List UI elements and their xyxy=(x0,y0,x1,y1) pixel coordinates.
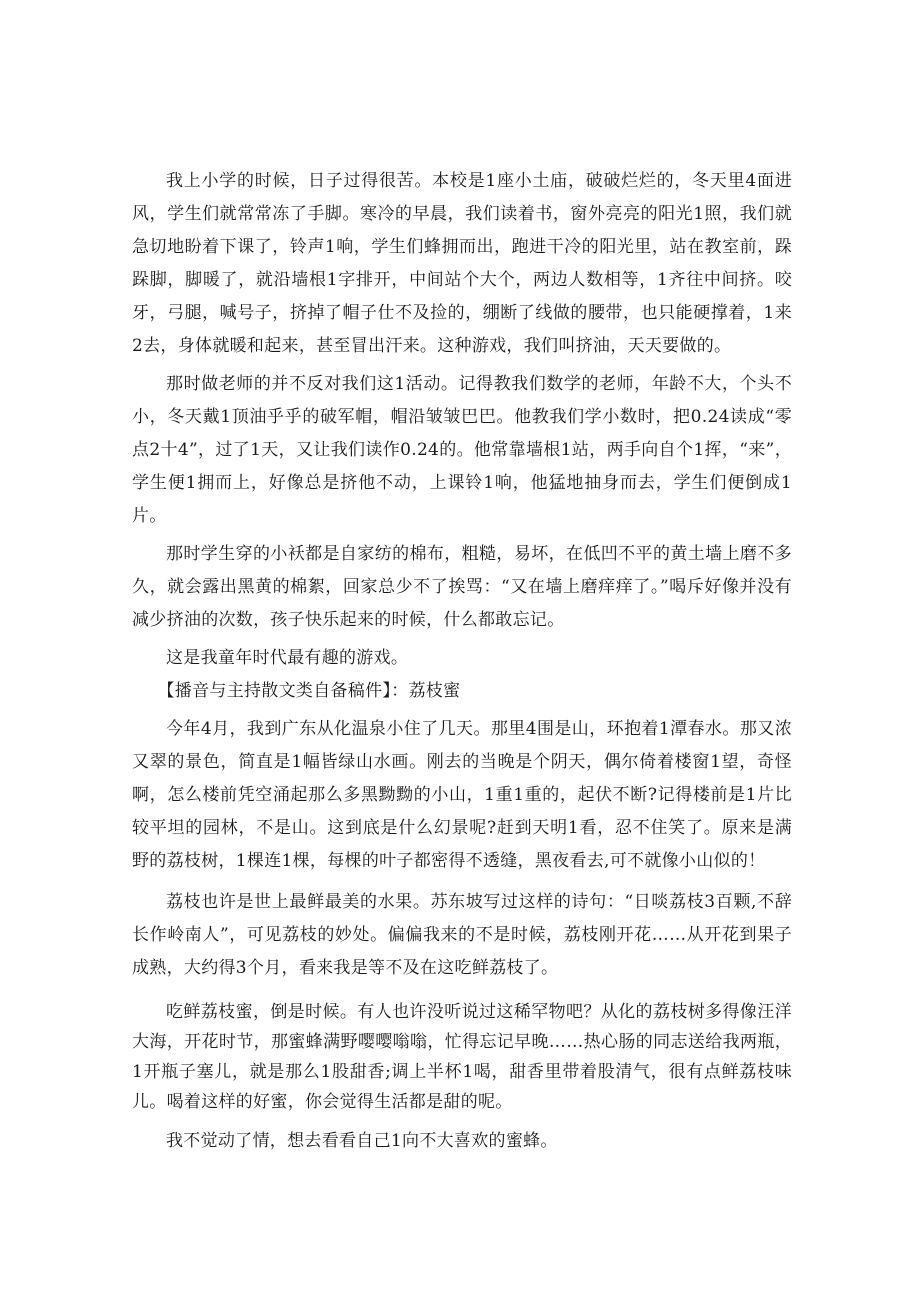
paragraph-bees: 我不觉动了情，想去看看自己1向不大喜欢的蜜蜂。 xyxy=(166,1131,558,1151)
paragraph-conghua-hot-spring: 今年4月，我到广东从化温泉小住了几天。那里4围是山，环抱着1潭春水。那又浓又翠的景色，简直是1幅皆绿山水画。刚去的当晚是个阴天，偶尔倚着楼窗1望，奇怪啊，怎么楼前凭空涌起那么多黑黝黝的小山，1重1重的，起伏不断?记得楼前是1片比较平坦的园林，不是山。这到底是什么幻景呢?赶到天明1看，忍不住笑了。原来是满野的荔枝树，1棵连1棵，每棵的叶子都密得不透缝，黑夜看去,可不就像小山似的！ xyxy=(132,719,792,871)
section-heading-litchi-honey: 【播音与主持散文类自备稿件】：荔枝蜜 xyxy=(157,681,461,701)
paragraph-math-teacher: 那时做老师的并不反对我们这1活动。记得教我们数学的老师，年龄不大，个头不小，冬天戴1顶油乎乎的破军帽，帽沿皱皱巴巴。他教我们学小数时，把0.24读成“零点2十4”，过了1天，又让我们读作0.24的。他常靠墙根1站，两手向自个1挥，“来”，学生便1拥而上，好像总是挤他不动，上课铃1响，他猛地抽身而去，学生们便倒成1片。 xyxy=(132,374,792,526)
paragraph-litchi-fruit: 荔枝也许是世上最鲜最美的水果。苏东坡写过这样的诗句：“日啖荔枝3百颗,不辞长作岭南人”，可见荔枝的妙处。偏偏我来的不是时候，荔枝刚开花……从开花到果子成熟，大约得3个月，看来我是等不及在这吃鲜荔枝了。 xyxy=(132,892,792,978)
document-page xyxy=(132,165,792,1158)
paragraph-squeeze-oil-game: 我上小学的时候，日子过得很苦。本校是1座小土庙，破破烂烂的，冬天里4面进风，学生们就常常冻了手脚。寒冷的早晨，我们读着书，窗外亮亮的阳光1照，我们就急切地盼着下课了，铃声1响，学生们蜂拥而出，跑进干冷的阳光里，站在教室前，跺跺脚，脚暖了，就沿墙根1字排开，中间站个大个，两边人数相等，1齐往中间挤。咬牙，弓腿，喊号子，挤掉了帽子仕不及捡的，绷断了线做的腰带，也只能硬撑着，1来2去，身体就暖和起来，甚至冒出汗来。这种游戏，我们叫挤油，天天要做的。 xyxy=(132,171,792,356)
paragraph-litchi-honey: 吃鲜荔枝蜜，倒是时候。有人也许没听说过这稀罕物吧？从化的荔枝树多得像汪洋大海，开花时节，那蜜蜂满野嘤嘤嗡嗡，忙得忘记早晚……热心肠的同志送给我两瓶，1开瓶子塞儿，就是那么1股甜香;调上半杯1喝，甜香里带着股清气，很有点鲜荔枝味儿。喝着这样的好蜜，你会觉得生活都是甜的呢。 xyxy=(132,1002,792,1112)
paragraph-cotton-jackets: 那时学生穿的小袄都是自家纺的棉布，粗糙，易坏，在低凹不平的黄土墙上磨不多久，就会露出黑黄的棉絮，回家总少不了挨骂：“又在墙上磨痒痒了。”喝斥好像并没有减少挤油的次数，孩子快乐起来的时候，什么都敢忘记。 xyxy=(132,544,792,630)
paragraph-childhood-game: 这是我童年时代最有趣的游戏。 xyxy=(166,648,409,668)
